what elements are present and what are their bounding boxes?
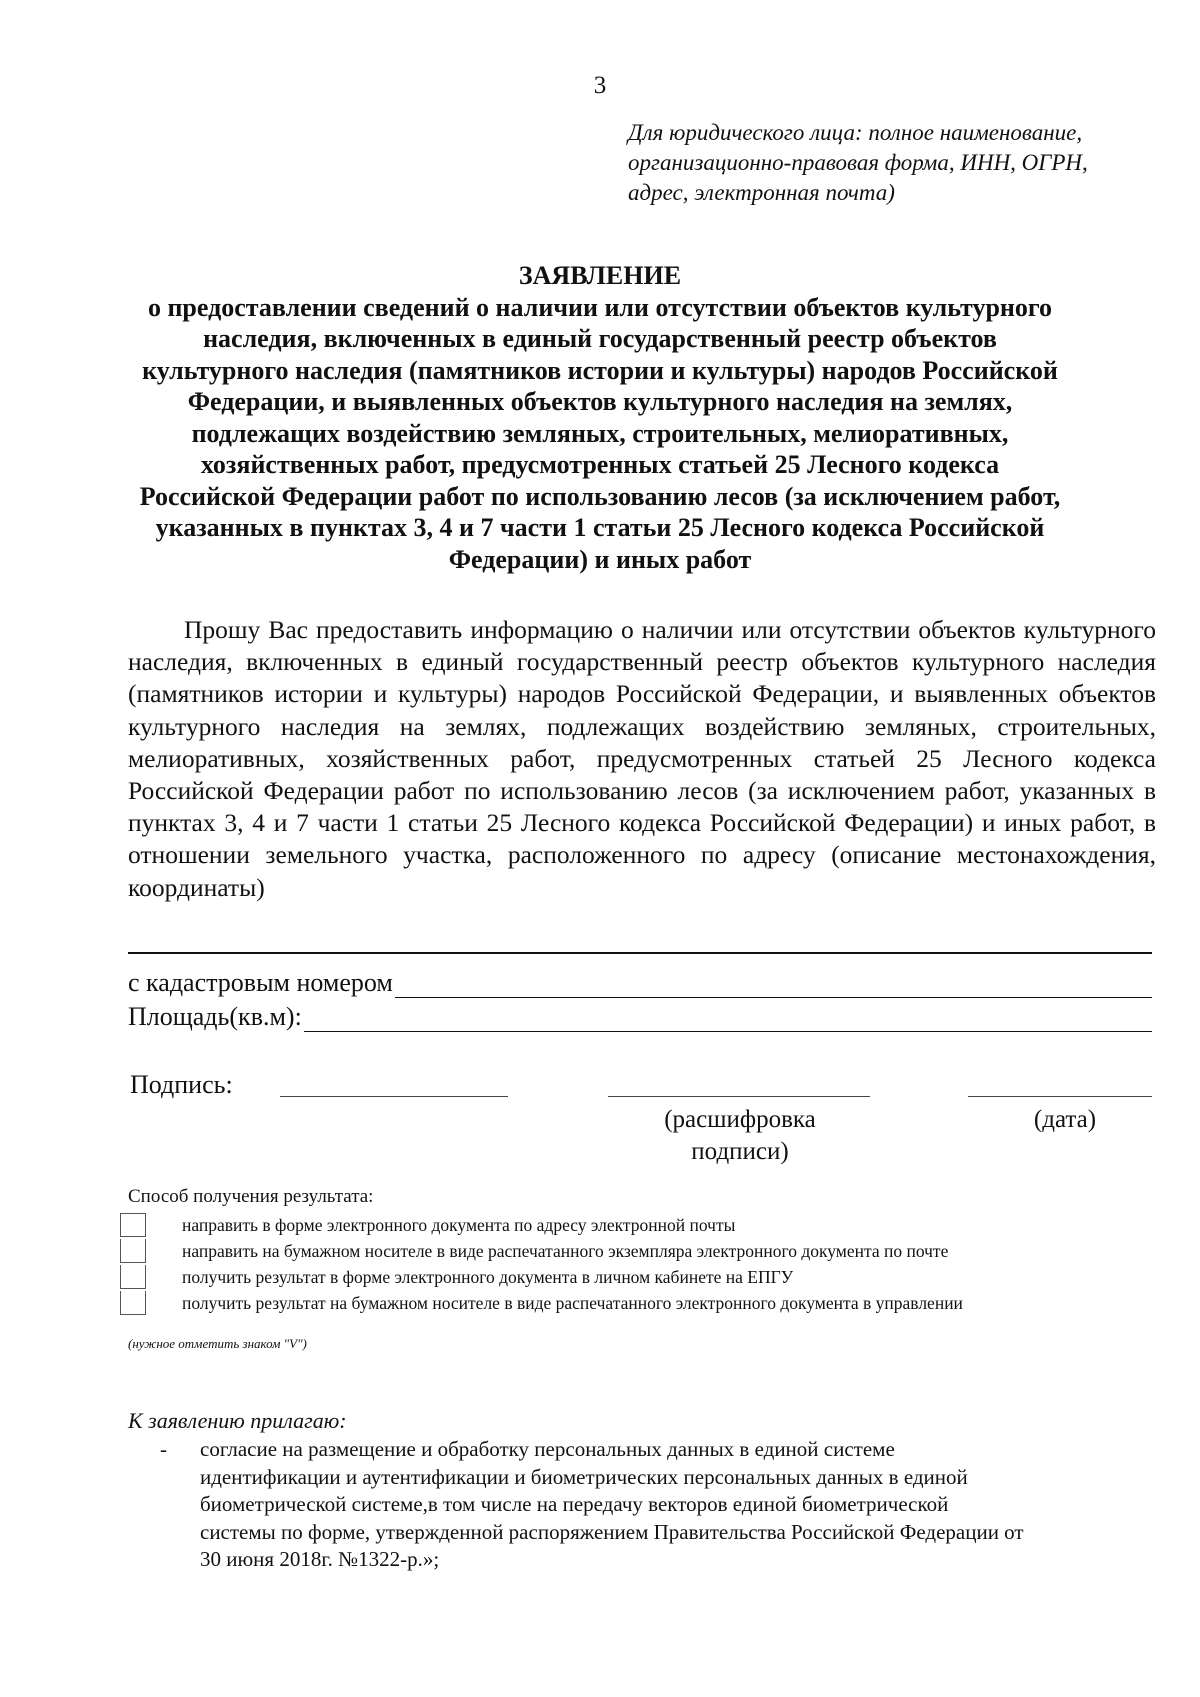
result-option-checkbox[interactable] [120, 1291, 146, 1315]
heading-line: указанных в пунктах 3, 4 и 7 части 1 статьи 25 Лесного кодекса Российской [155, 513, 1045, 542]
result-option-checkbox[interactable] [120, 1213, 146, 1237]
date-caption: (дата) [1033, 1106, 1097, 1133]
applicant-note [628, 118, 1188, 208]
area-field[interactable] [128, 1002, 1152, 1032]
result-method-title: Способ получения результата: [128, 1186, 374, 1207]
heading-line: наследия, включенных в единый государственный реестр объектов [203, 324, 997, 353]
document-heading [100, 260, 1100, 575]
list-dash: - [160, 1437, 167, 1461]
cadastral-number-field[interactable] [128, 968, 1152, 998]
result-option-label: получить результат на бумажном носителе в виде распечатанного электронного документа в управлении [182, 1292, 963, 1313]
applicant-note-line: адрес, электронная почта) [628, 180, 895, 205]
signature-decode-line[interactable] [608, 1096, 870, 1097]
document-title: ЗАЯВЛЕНИЕ [518, 261, 682, 290]
result-option-checkbox[interactable] [120, 1265, 146, 1289]
heading-line: Федерации, и выявленных объектов культурного наследия на землях, [187, 387, 1013, 416]
attachment-line: биометрической системе,в том числе на передачу векторов единой биометрической [200, 1492, 949, 1516]
signature-label: Подпись: [130, 1070, 233, 1099]
result-option[interactable] [120, 1290, 1120, 1316]
result-option-checkbox[interactable] [120, 1239, 146, 1263]
signature-decode-caption-line: подписи) [691, 1138, 789, 1165]
result-option[interactable] [120, 1264, 1120, 1290]
request-paragraph: Прошу Вас предоставить информацию о наличии или отсутствии объектов культурного наследия, включенных в единый государственный реестр объектов культурного наследия (памятников истории и культуры) народов Российской Федерации, и выявленных объектов культурного наследия на землях, подлежащих воздействию земляных, строительных, мелиоративных, хозяйственных работ, предусмотренных статьей 25 Лесного кодекса Российской Федерации работ по использованию лесов (за исключением работ, указанных в пунктах 3, 4 и 7 части 1 статьи 25 Лесного кодекса Российской Федерации) и иных работ, в отношении земельного участка, расположенного по адресу (описание местонахождения, координаты) [128, 615, 1156, 902]
cadastral-number-label: с кадастровым номером [128, 968, 393, 997]
applicant-note-line: организационно-правовая форма, ИНН, ОГРН, [628, 150, 1088, 175]
cadastral-number-line[interactable] [395, 975, 1152, 998]
result-option-label: направить в форме электронного документа по адресу электронной почты [182, 1214, 736, 1235]
attachment-line: согласие на размещение и обработку персональных данных в единой системе [200, 1437, 895, 1461]
attachment-item [160, 1436, 1160, 1574]
result-option-label: получить результат в форме электронного документа в личном кабинете на ЕПГУ [182, 1266, 794, 1287]
checkbox-hint: (нужное отметить знаком "V") [128, 1336, 307, 1351]
result-option[interactable] [120, 1238, 1120, 1264]
address-blank-line[interactable] [128, 952, 1152, 954]
heading-line: хозяйственных работ, предусмотренных статьей 25 Лесного кодекса [200, 450, 1000, 479]
attachment-line: идентификации и аутентификации и биометрических персональных данных в единой [200, 1464, 968, 1489]
heading-line: культурного наследия (памятников истории и культуры) народов Российской [142, 355, 1058, 385]
heading-line: Российской Федерации работ по использованию лесов (за исключением работ, [139, 481, 1061, 511]
area-label: Площадь(кв.м): [128, 1002, 302, 1031]
signature-line[interactable] [280, 1096, 508, 1097]
area-line[interactable] [304, 1009, 1152, 1032]
heading-line: о предоставлении сведений о наличии или отсутствии объектов культурного [147, 292, 1053, 322]
signature-decode-caption [620, 1104, 860, 1168]
applicant-note-line: Для юридического лица: полное наименование, [628, 120, 1083, 145]
attachment-line: системы по форме, утвержденной распоряжением Правительства Российской Федерации от [200, 1519, 1024, 1544]
attachments-title: К заявлению прилагаю: [128, 1408, 347, 1433]
heading-line: Федерации) и иных работ [448, 544, 752, 574]
attachment-line: 30 июня 2018г. №1322-р.»; [200, 1547, 440, 1571]
heading-line: подлежащих воздействию земляных, строительных, мелиоративных, [191, 418, 1009, 448]
date-line[interactable] [968, 1096, 1152, 1097]
result-option-label: направить на бумажном носителе в виде распечатанного экземпляра электронного документа по почте [182, 1240, 949, 1261]
signature-decode-caption-line: (расшифровка [664, 1106, 816, 1133]
page-number: 3 [593, 72, 607, 99]
result-option[interactable] [120, 1212, 1120, 1238]
